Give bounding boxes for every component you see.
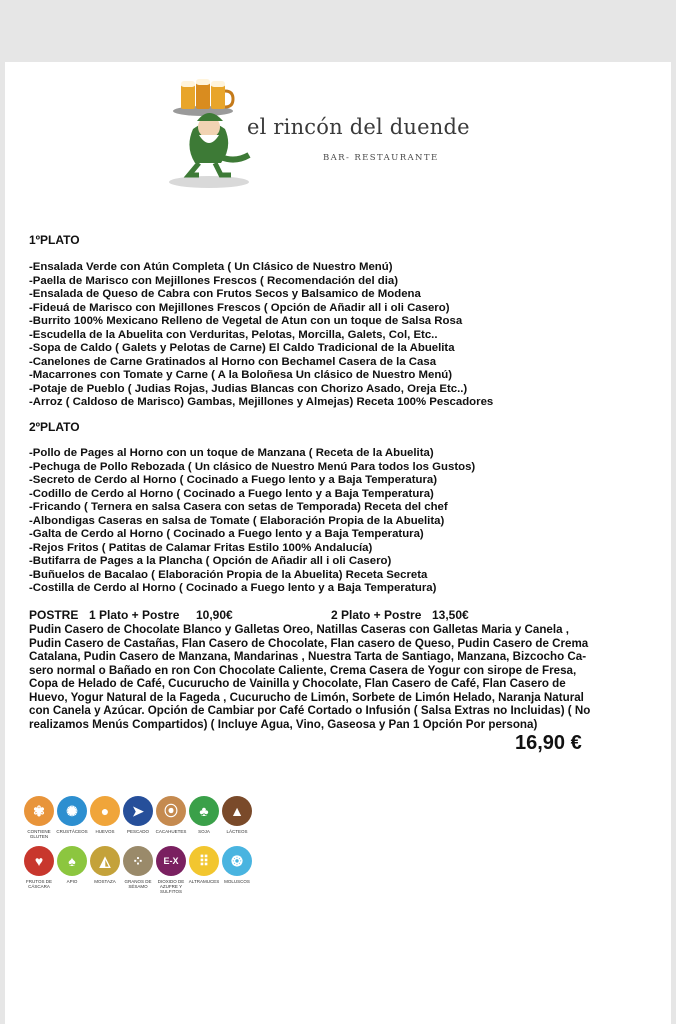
list-item: -Escudella de la Abuelita con Verduritas, Pelotas, Morcilla, Galets, Col, Etc.. bbox=[29, 328, 438, 341]
list-item: -Sopa de Caldo ( Galets y Pelotas de Carne) El Caldo Tradicional de la Abuelita bbox=[29, 342, 455, 354]
allergen-sesamo: ⁘ GRANOS DE SÉSAMO bbox=[120, 846, 156, 889]
allergen-crustaceos: ✺ CRUSTÁCEOS bbox=[54, 796, 90, 834]
list-item: -Pechuga de Pollo Rebozada ( Un clásico de Nuestro Menú Para todos los Gustos) bbox=[29, 460, 476, 473]
postre-option-1: 1 Plato + Postre bbox=[89, 608, 180, 622]
allergen-lacteos: ▲ LÁCTEOS bbox=[219, 796, 255, 834]
allergen-mostaza: ◭ MOSTAZA bbox=[87, 846, 123, 884]
allergen-soja: ♣ SOJA bbox=[186, 796, 222, 834]
allergen-legend bbox=[21, 796, 261, 896]
allergen-altramuces: ⠿ ALTRAMUCES bbox=[186, 846, 222, 884]
soy-icon: ♣ bbox=[189, 796, 219, 826]
list-item: -Albondigas Caseras en salsa de Tomate ( Elaboración Propia de la Abuelita) bbox=[29, 514, 445, 527]
list-item: -Pollo de Pages al Horno con un toque de Manzana ( Receta de la Abuelita) bbox=[29, 447, 434, 459]
crab-icon: ✺ bbox=[57, 796, 87, 826]
postre-price-1: 10,90€ bbox=[196, 608, 233, 622]
list-item: -Arroz ( Caldoso de Marisco) Gambas, Mejillones y Almejas) Receta 100% Pescadores bbox=[29, 396, 494, 408]
allergen-huevos: ● HUEVOS bbox=[87, 796, 123, 834]
list-item: -Galta de Cerdo al Horno ( Cocinado a Fuego lento y a Baja Temperatura) bbox=[29, 528, 424, 540]
list-item: -Costilla de Cerdo al Horno ( Cocinado a Fuego lento y a Baja Temperatura) bbox=[29, 582, 437, 594]
postre-price-2: 13,50€ bbox=[432, 608, 469, 622]
allergen-apio: ♠ APIO bbox=[54, 846, 90, 884]
wheat-icon: ✾ bbox=[24, 796, 54, 826]
list-item: -Burrito 100% Mexicano Relleno de Vegetal de Atun con un toque de Salsa Rosa bbox=[29, 315, 463, 327]
postre-description: Pudin Casero de Chocolate Blanco y Galletas Oreo, Natillas Caseras con Galletas Maria y Canela , Pudin Casero de Castañas, Flan Casero de Chocolate, Flan casero de Queso, Pudin Casero de Crema Catalana, Pudin Casero de Manzana, Mandarinas , Nuestra Tarta de Santiago, Manzana, Bizcocho Ca- sero normal o Bañado en ron Con Chocolate Caliente, Crema Casera de Yogur con sirope de Fresa, Copa de Helado de Café, Cucurucho de Vainilla y Chocolate, Flan Casero de Café, Flan Casero de Huevo, Yogur Natural de la Fageda , Cucurucho de Limón, Sorbete de Limón Helado, Naranja Natural con Canela y Azúcar. Opción de Cambiar por Café Cortado o Infusión ( Salsa Extras no Incluidas) ( No realizamos Menús Compartidos) ( Incluye Agua, Vino, Gaseosa y Pan 1 Opción Por persona) bbox=[29, 623, 591, 731]
list-item: -Ensalada Verde con Atún Completa ( Un Clásico de Nuestro Menú) bbox=[29, 261, 393, 273]
list-item: -Rejos Fritos ( Patitas de Calamar Fritas Estilo 100% Andalucía) bbox=[29, 541, 373, 554]
allergen-frutos-cascara: ♥ FRUTOS DE CÁSCARA bbox=[21, 846, 57, 889]
primero-title: 1ºPLATO bbox=[29, 233, 80, 247]
sesame-icon: ⁘ bbox=[123, 846, 153, 876]
list-item: -Macarrones con Tomate y Carne ( A la Boloñesa Un clásico de Nuestro Menú) bbox=[29, 369, 453, 381]
list-item: -Buñuelos de Bacalao ( Elaboración Propia de la Abuelita) Receta Secreta bbox=[29, 568, 428, 581]
segundo-list bbox=[29, 447, 475, 596]
egg-icon: ● bbox=[90, 796, 120, 826]
nut-icon: ♥ bbox=[24, 846, 54, 876]
primero-list bbox=[29, 261, 493, 410]
segundo-title: 2ºPLATO bbox=[29, 420, 80, 434]
allergen-pescado: ➤ PESCADO bbox=[120, 796, 156, 834]
menu-page bbox=[5, 62, 671, 1024]
milk-icon: ▲ bbox=[222, 796, 252, 826]
lupin-icon: ⠿ bbox=[189, 846, 219, 876]
mustard-icon: ◭ bbox=[90, 846, 120, 876]
postre-label: POSTRE bbox=[29, 608, 79, 622]
duende-mascot-icon bbox=[163, 77, 259, 193]
sulphite-icon: E-X bbox=[156, 846, 186, 876]
menu-price: 16,90 € bbox=[515, 732, 582, 754]
list-item: -Fricando ( Ternera en salsa Casera con setas de Temporada) Receta del chef bbox=[29, 501, 448, 513]
list-item: -Canelones de Carne Gratinados al Horno con Bechamel Casera de la Casa bbox=[29, 355, 437, 368]
allergen-gluten: ✾ CONTIENE GLUTEN bbox=[21, 796, 57, 839]
list-item: -Butifarra de Pages a la Plancha ( Opción de Añadir all i oli Casero) bbox=[29, 555, 392, 567]
allergen-moluscos: ❂ MOLUSCOS bbox=[219, 846, 255, 884]
celery-icon: ♠ bbox=[57, 846, 87, 876]
brand-subtitle: BAR- RESTAURANTE bbox=[323, 153, 439, 163]
list-item: -Potaje de Pueblo ( Judias Rojas, Judias Blancas con Chorizo Asado, Oreja Etc..) bbox=[29, 382, 468, 395]
restaurant-logo bbox=[163, 77, 470, 193]
list-item: -Secreto de Cerdo al Horno ( Cocinado a Fuego lento y a Baja Temperatura) bbox=[29, 474, 438, 486]
allergen-sulfitos: E-X DIOXIDO DE AZUFRE Y SULFITOS bbox=[153, 846, 189, 894]
mollusc-icon: ❂ bbox=[222, 846, 252, 876]
list-item: -Paella de Marisco con Mejillones Frescos ( Recomendación del dia) bbox=[29, 274, 399, 287]
list-item: -Ensalada de Queso de Cabra con Frutos Secos y Balsamico de Modena bbox=[29, 288, 421, 300]
brand-name: el rincón del duende bbox=[247, 115, 470, 139]
list-item: -Fideuá de Marisco con Mejillones Frescos ( Opción de Añadir all i oli Casero) bbox=[29, 301, 450, 314]
list-item: -Codillo de Cerdo al Horno ( Cocinado a Fuego lento y a Baja Temperatura) bbox=[29, 487, 434, 500]
postre-option-2: 2 Plato + Postre bbox=[331, 608, 422, 622]
allergen-cacahuetes: ⦿ CACAHUETES bbox=[153, 796, 189, 834]
peanut-icon: ⦿ bbox=[156, 796, 186, 826]
fish-icon: ➤ bbox=[123, 796, 153, 826]
